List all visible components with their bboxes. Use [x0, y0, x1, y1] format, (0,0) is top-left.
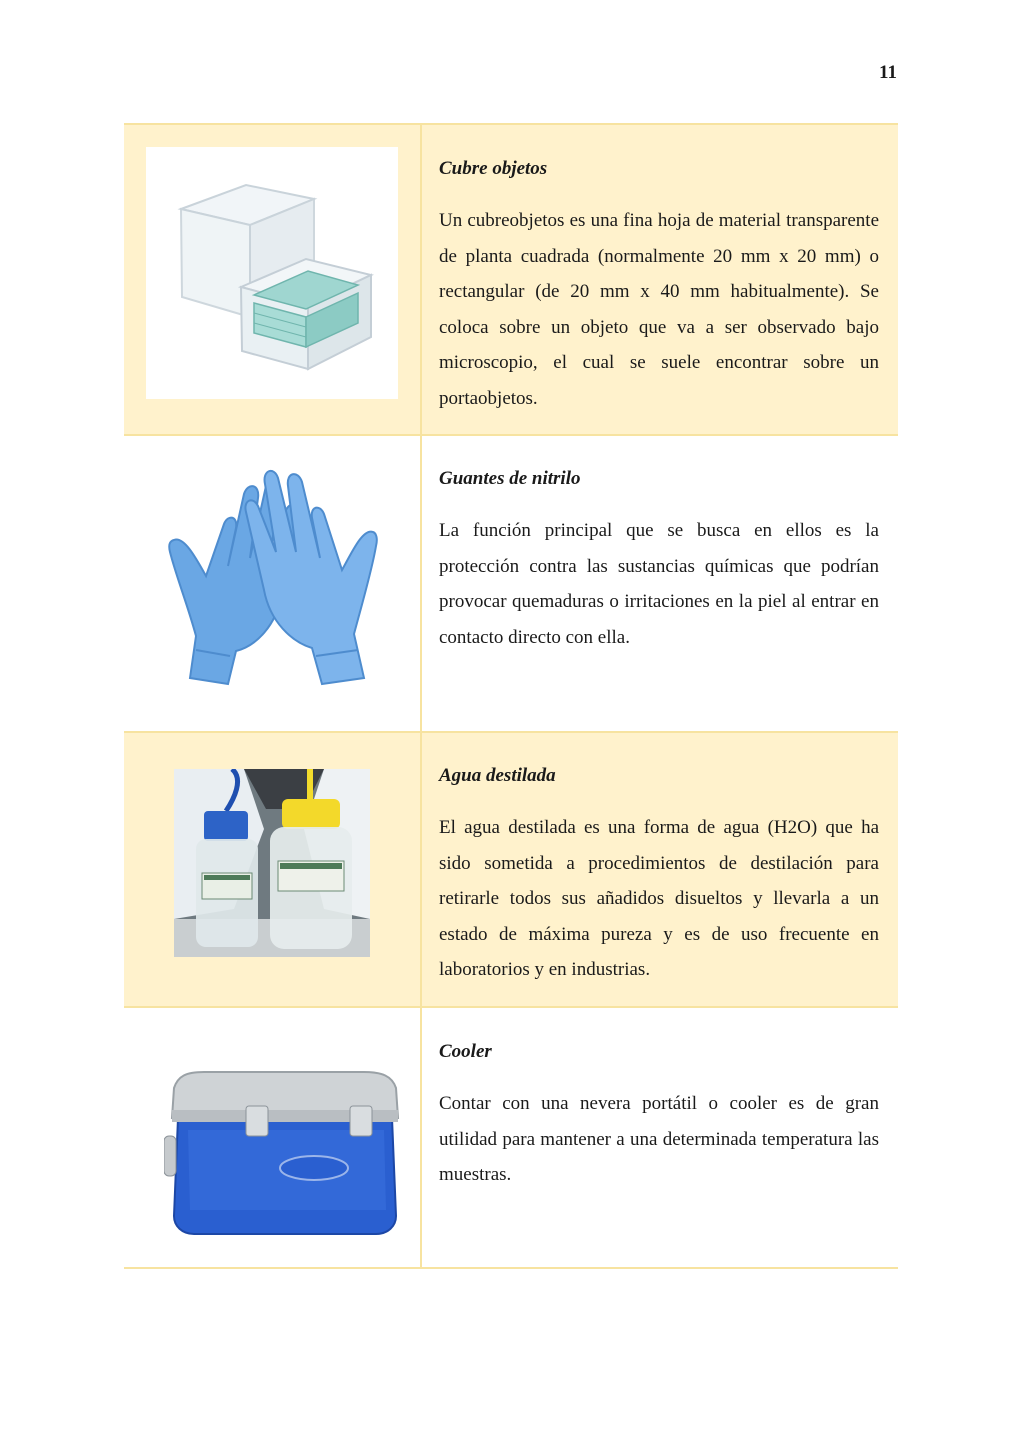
item-title: Guantes de nitrilo [439, 468, 581, 489]
item-description: La función principal que se busca en ellos es la protección contra las sustancias químicas que podrían provocar quemaduras o irritaciones en la piel al entrar en contacto directo con ella. [439, 520, 879, 648]
table-row [124, 1008, 898, 1269]
item-title: Cubre objetos [439, 158, 548, 179]
item-title: Agua destilada [439, 765, 556, 786]
item-description: Contar con una nevera portátil o cooler es de gran utilidad para mantener a una determinada temperatura las muestras. [439, 1093, 879, 1185]
table-row [124, 123, 898, 436]
table-row [124, 733, 898, 1008]
table-row [124, 436, 898, 733]
image-cell [124, 436, 422, 731]
item-description: El agua destilada es una forma de agua (H2O) que ha sido sometida a procedimientos de destilación para retirarle todos sus añadidos disueltos y llevarla a un estado de máxima pureza y es de uso frecuente en laboratorios y en industrias. [439, 817, 879, 980]
text-cell [422, 125, 898, 434]
materials-table [124, 123, 898, 1269]
cooler-image [164, 1066, 402, 1238]
wash-bottles-image [174, 769, 370, 957]
item-title: Cooler [439, 1041, 492, 1062]
text-cell [422, 1008, 898, 1267]
cover-slips-box-image [146, 147, 398, 399]
image-cell [124, 125, 422, 434]
nitrile-gloves-image [166, 466, 381, 688]
text-cell [422, 436, 898, 731]
image-cell [124, 733, 422, 1006]
page-number: 11 [879, 62, 897, 83]
text-cell [422, 733, 898, 1006]
image-cell [124, 1008, 422, 1267]
item-description: Un cubreobjetos es una fina hoja de material transparente de planta cuadrada (normalmente 20 mm x 20 mm) o rectangular (de 20 mm x 40 mm habitualmente). Se coloca sobre un objeto que va a ser observado bajo microscopio, el cual se suele encontrar sobre un portaobjetos. [439, 210, 879, 409]
